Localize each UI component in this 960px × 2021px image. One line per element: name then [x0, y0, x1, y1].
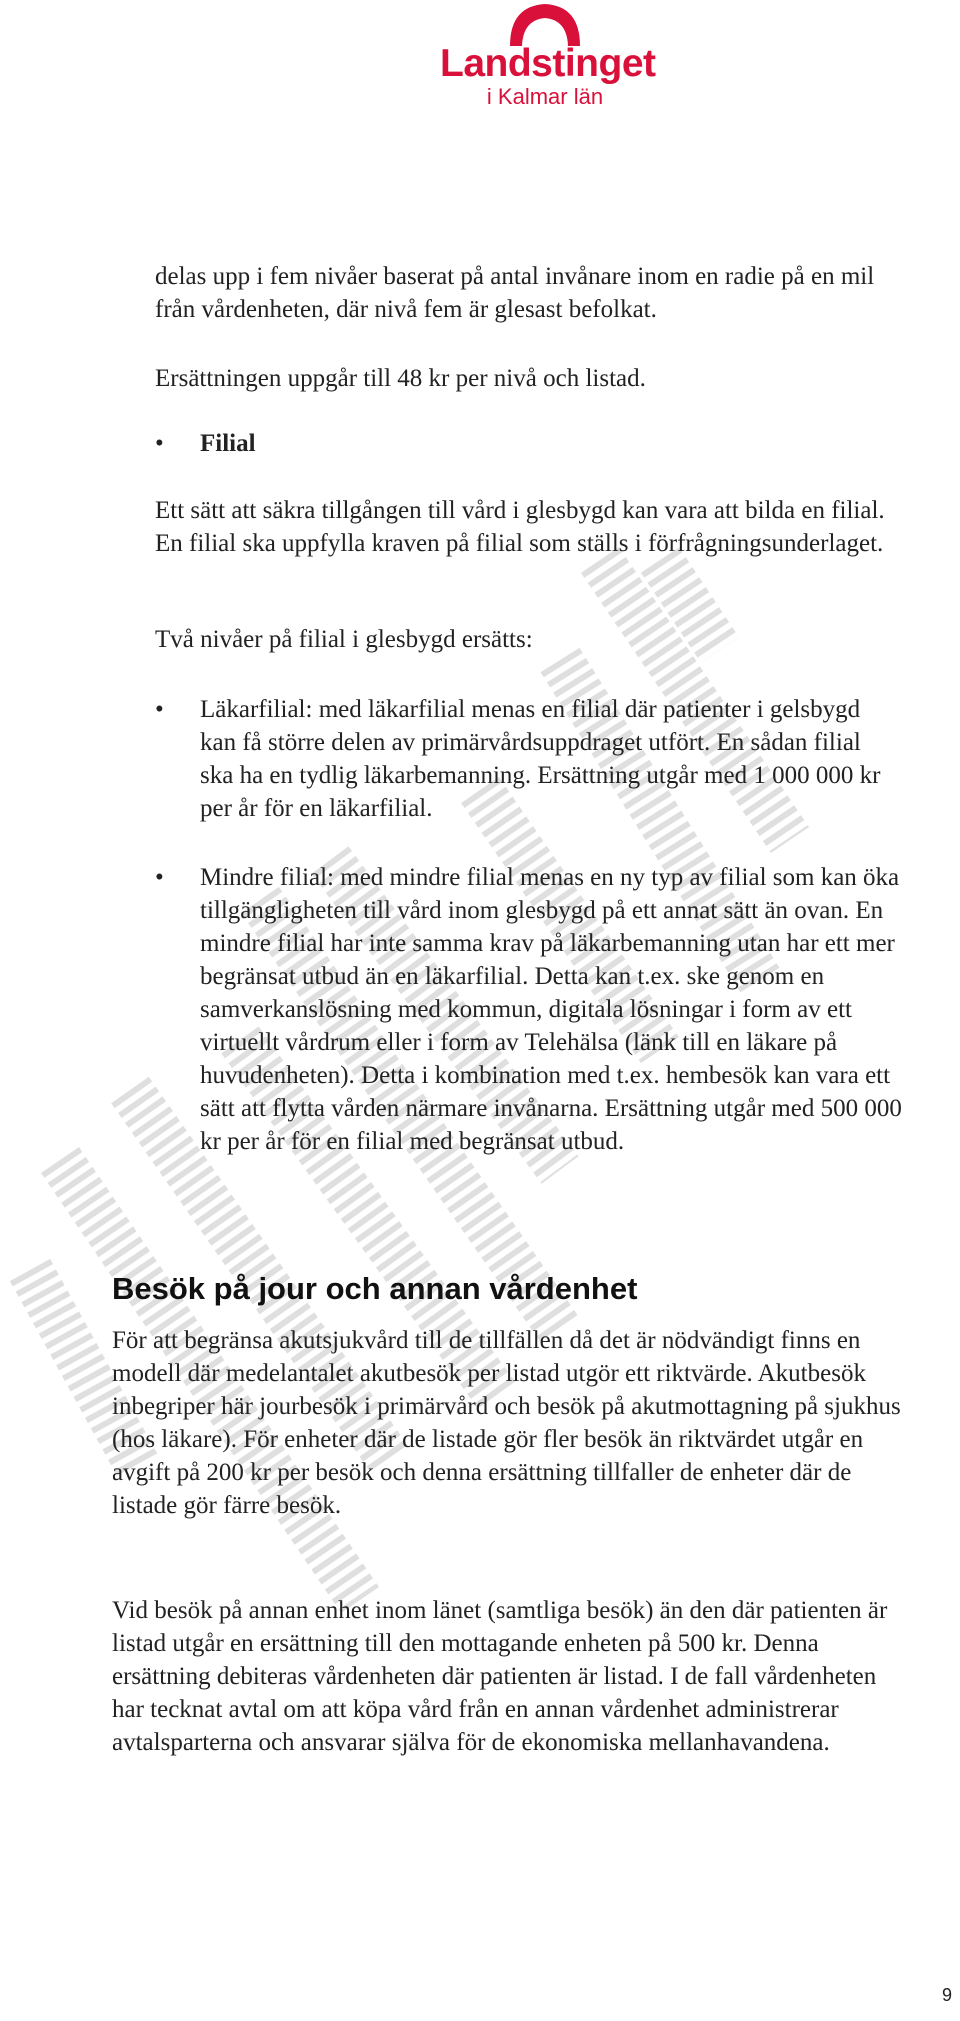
section-heading: Besök på jour och annan vårdenhet: [112, 1271, 638, 1306]
bullet-item-mindre-filial: Mindre filial: med mindre filial menas en ny typ av filial som kan öka tillgängligheten till vård inom glesbygd på ett annat sätt än ovan. En mindre filial har inte samma krav på läkarbemanning utan har ett mer begränsat utbud än en läkarfilial. Detta kan t.ex. ske genom en samverkanslösning med kommun, digitala lösningar i form av ett virtuellt vårdrum eller i form av Telehälsa (länk till en läkare på huvudenheten). Detta i kombination med t.ex. hembesök kan vara ett sätt att flytta vården närmare invånarna. Ersättning utgår med 500 000 kr per år för en filial med begränsat utbud.: [200, 864, 902, 1155]
bullet-icon: •: [155, 864, 164, 891]
logo-subtitle: i Kalmar län: [486, 84, 604, 109]
logo-name: Landstinget: [440, 42, 656, 85]
paragraph-6: Vid besök på annan enhet inom länet (samtliga besök) än den där patienten är listad utgår en ersättning till den mottagande enheten på 500 kr. Denna ersättning debiteras vårdenheten där patienten är listad. I de fall vårdenheten har tecknat avtal om att köpa vård från en annan vårdenhet administrerar avtalsparterna och ansvarar själva för de ekonomiska mellanhavandena.: [112, 1597, 888, 1756]
bullet-icon: •: [155, 430, 164, 457]
paragraph-2: Ersättningen uppgår till 48 kr per nivå och listad.: [155, 365, 646, 392]
bullet-icon: •: [155, 696, 164, 723]
filial-heading: Filial: [200, 430, 256, 457]
logo: [440, 0, 656, 115]
page-number: 9: [941, 1985, 952, 2005]
paragraph-3: Ett sätt att säkra tillgången till vård i glesbygd kan vara att bilda en filial. En filial ska uppfylla kraven på filial som ställs i förfrågningsunderlaget.: [155, 497, 885, 557]
paragraph-4: Två nivåer på filial i glesbygd ersätts:: [155, 626, 533, 653]
bullet-item-lakarfilial: Läkarfilial: med läkarfilial menas en filial där patienter i gelsbygd kan få större delen av primärvårdsuppdraget utfört. En sådan filial ska ha en tydlig läkarbemanning. Ersättning utgår med 1 000 000 kr per år för en läkarfilial.: [200, 696, 881, 822]
paragraph-1: delas upp i fem nivåer baserat på antal invånare inom en radie på en mil från vårdenheten, där nivå fem är glesast befolkat.: [155, 263, 875, 323]
paragraph-5: För att begränsa akutsjukvård till de tillfällen då det är nödvändigt finns en modell där medelantalet akutbesök per listad utgör ett riktvärde. Akutbesök inbegriper här jourbesök i primärvård och besök på akutmottagning på sjukhus (hos läkare). För enheter där de listade gör fler besök än riktvärdet utgår en avgift på 200 kr per besök och denna ersättning tillfaller de enheter där de listade gör färre besök.: [112, 1327, 901, 1519]
